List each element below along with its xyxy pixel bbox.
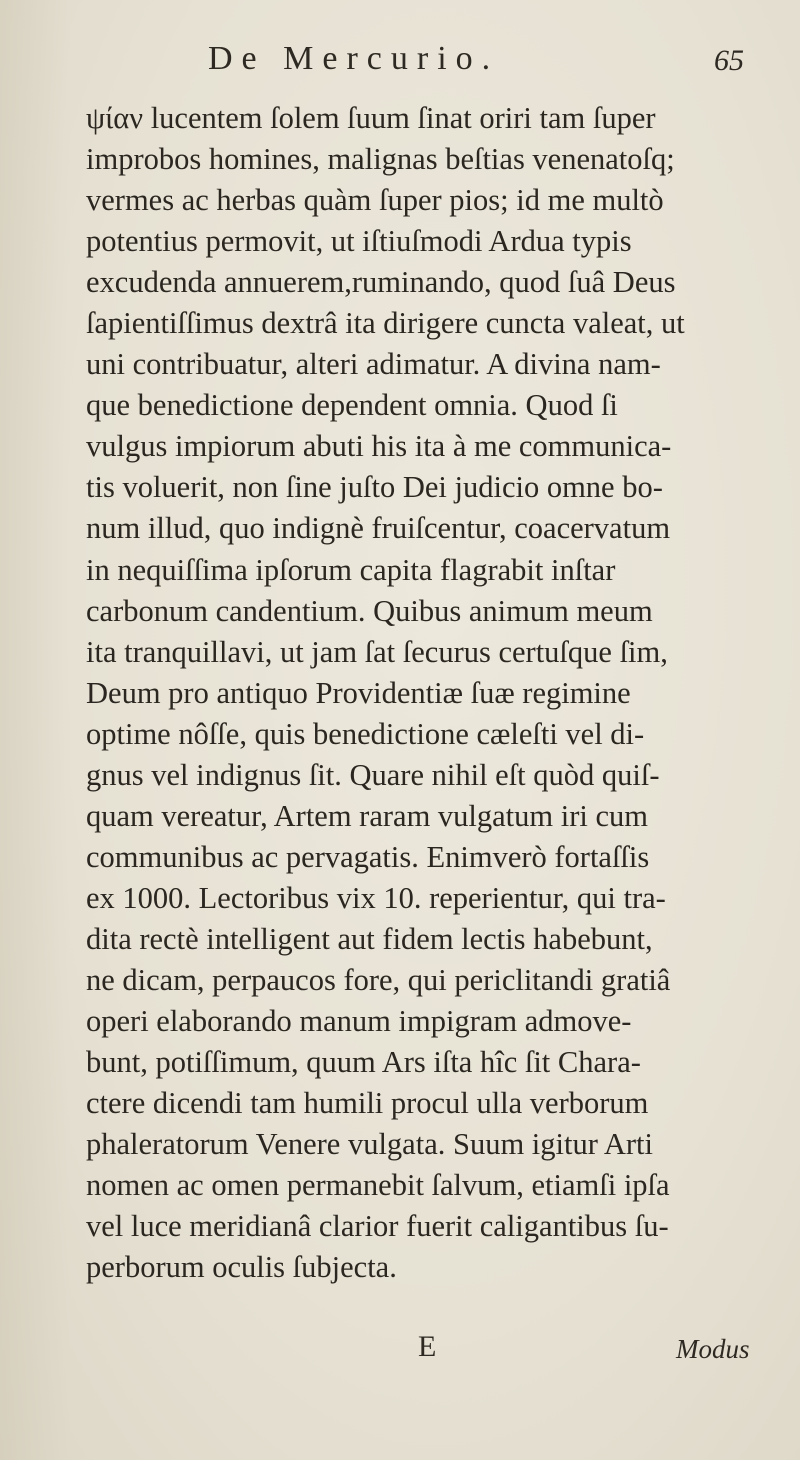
page-footer — [0, 1330, 800, 1380]
text-line: ne dicam, perpaucos fore, qui periclitandi gratiâ — [86, 962, 671, 997]
running-title: De Mercurio. — [208, 40, 500, 77]
text-line: phaleratorum Venere vulgata. Suum igitur Arti — [86, 1127, 653, 1162]
text-line: tis voluerit, non ſine juſto Dei judicio omne bo- — [86, 470, 663, 505]
running-head — [0, 40, 800, 100]
text-line: in nequiſſima ipſorum capita flagrabit inſtar — [86, 552, 616, 587]
text-line: communibus ac pervagatis. Enimverò fortaſſis — [86, 839, 650, 874]
text-line: ctere dicendi tam humili procul ulla verborum — [86, 1086, 649, 1121]
text-line: operi elaborando manum impigram admove- — [86, 1004, 632, 1039]
text-line: uni contribuatur, alteri adimatur. A divina nam- — [86, 347, 661, 382]
text-line: carbonum candentium. Quibus animum meum — [86, 593, 653, 628]
text-line: optime nôſſe, quis benedictione cæleſti vel di- — [86, 716, 645, 751]
text-line: vermes ac herbas quàm ſuper pios; id me multò — [86, 183, 664, 218]
body-text — [86, 98, 786, 1288]
text-line: vulgus impiorum abuti his ita à me communica- — [86, 429, 672, 464]
page-edge-shadow — [0, 0, 70, 1460]
text-line: excudenda annuerem,ruminando, quod ſuâ Deus — [86, 265, 676, 300]
text-line: perborum oculis ſubjecta. — [86, 1250, 397, 1285]
text-line: dita rectè intelligent aut fidem lectis habebunt, — [86, 921, 653, 956]
text-line: gnus vel indignus ſit. Quare nihil eſt quòd quiſ- — [86, 757, 660, 792]
text-line: vel luce meridianâ clarior fuerit caligantibus ſu- — [86, 1209, 669, 1244]
text-line: potentius permovit, ut iſtiuſmodi Ardua typis — [86, 224, 632, 259]
text-line: ſapientiſſimus dextrâ ita dirigere cuncta valeat, ut — [86, 306, 685, 341]
text-line: improbos homines, malignas beſtias venenatoſq; — [86, 142, 675, 177]
text-line: ψίαν lucentem ſolem ſuum ſinat oriri tam ſuper — [86, 101, 656, 135]
signature-mark: E — [418, 1330, 437, 1363]
text-line: bunt, potiſſimum, quum Ars iſta hîc ſit Chara- — [86, 1045, 641, 1080]
text-line: num illud, quo indignè fruiſcentur, coacervatum — [86, 511, 671, 546]
text-line: Deum pro antiquo Providentiæ ſuæ regimine — [86, 675, 631, 710]
text-line: nomen ac omen permanebit ſalvum, etiamſi ipſa — [86, 1168, 670, 1203]
catchword: Modus — [676, 1334, 750, 1364]
text-line: que benedictione dependent omnia. Quod ſi — [86, 388, 618, 423]
page-number: 65 — [714, 44, 744, 77]
text-line: quam vereatur, Artem raram vulgatum iri cum — [86, 798, 648, 833]
text-line: ex 1000. Lectoribus vix 10. reperientur, qui tra- — [86, 880, 666, 915]
text-line: ita tranquillavi, ut jam ſat ſecurus certuſque ſim, — [86, 634, 668, 669]
